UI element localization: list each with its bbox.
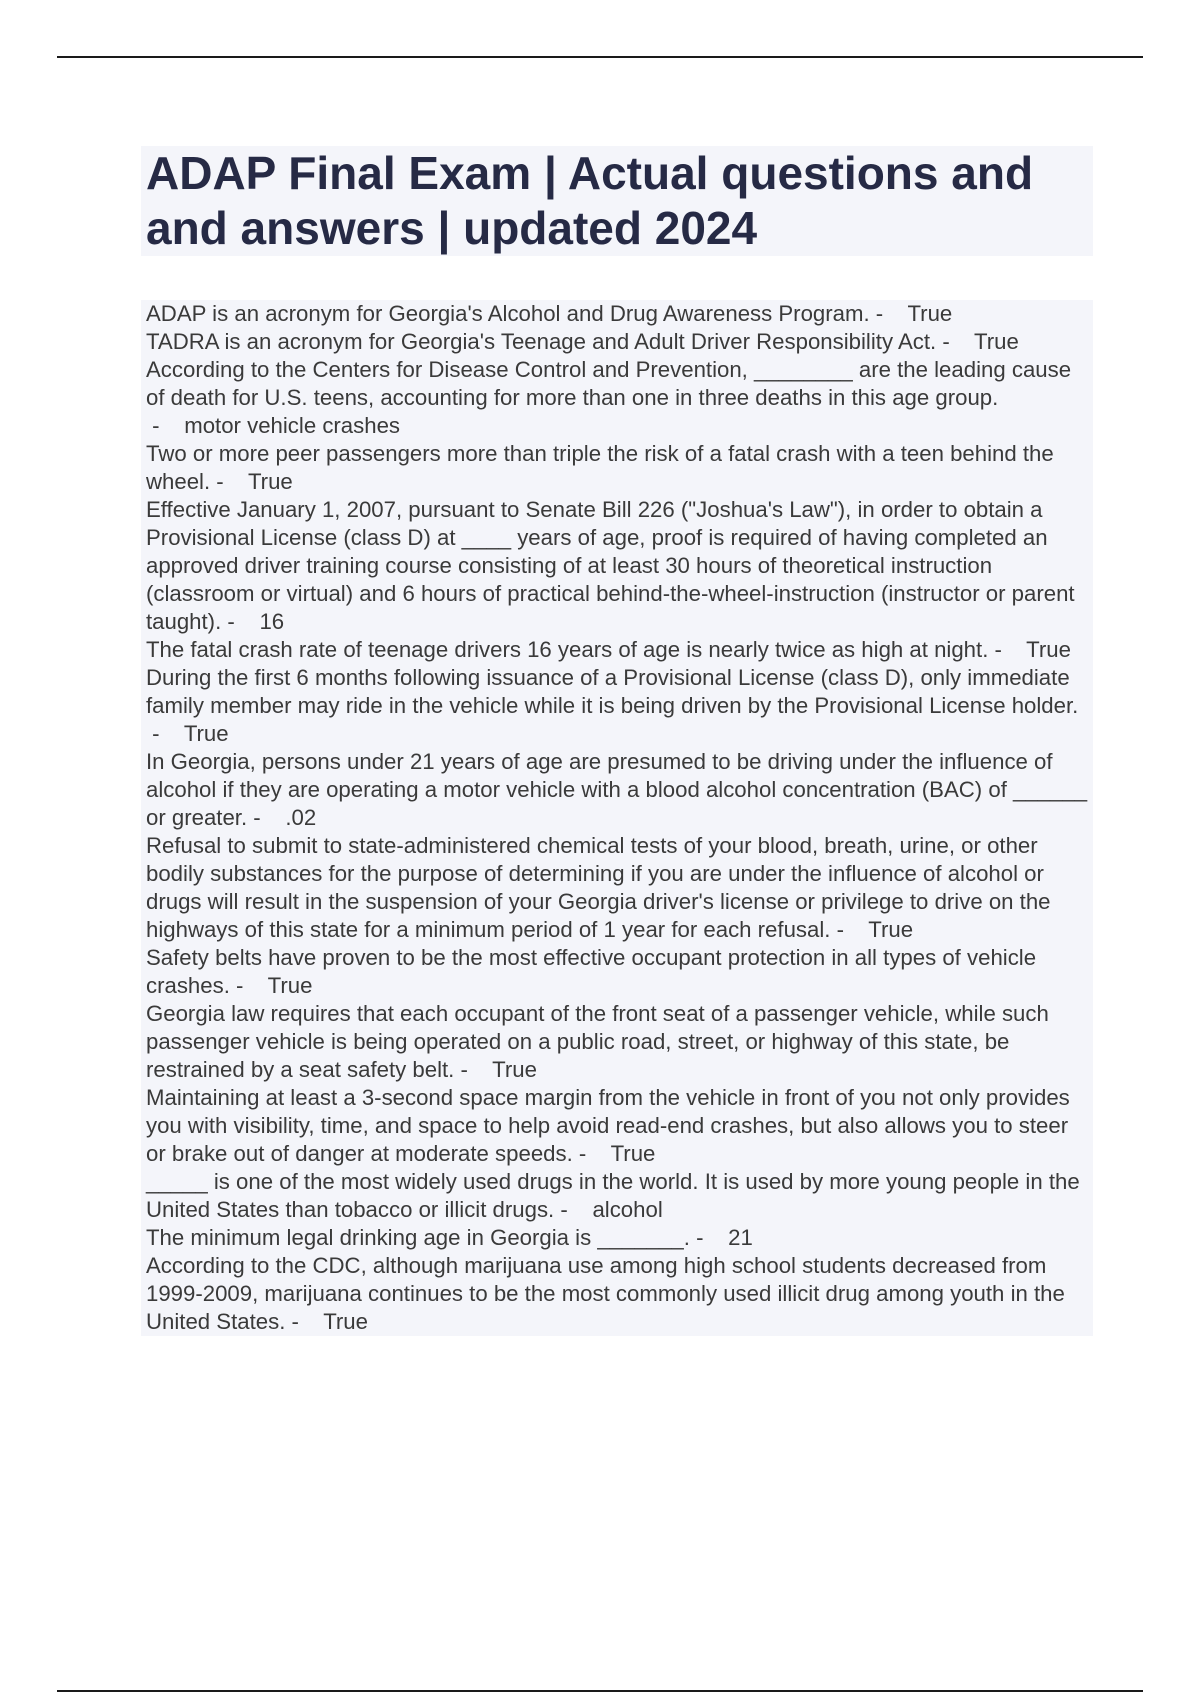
answer-separator: - xyxy=(454,1057,493,1082)
answer-text: 16 xyxy=(259,609,285,634)
question-text: ADAP is an acronym for Georgia's Alcohol and Drug Awareness Program. xyxy=(146,301,870,326)
question-text: The minimum legal drinking age in Georgia is _______. xyxy=(146,1225,690,1250)
answer-text: True xyxy=(907,301,953,326)
bottom-divider xyxy=(57,1690,1143,1692)
answer-text: True xyxy=(868,917,914,942)
answer-text: alcohol xyxy=(592,1197,663,1222)
question-item xyxy=(141,356,1093,440)
answer-separator: - xyxy=(689,1225,729,1250)
question-item xyxy=(141,636,1093,664)
answer-separator: - xyxy=(285,1309,324,1334)
question-item xyxy=(141,496,1093,636)
question-item xyxy=(141,1224,1093,1252)
answer-text: 21 xyxy=(728,1225,753,1250)
answer-separator: - xyxy=(146,413,185,438)
question-item xyxy=(141,748,1093,832)
question-text: In Georgia, persons under 21 years of age are presumed to be driving under the influence of alcohol if they are operating a motor vehicle with a blood alcohol concentration (BAC) of ______ or greater. xyxy=(146,749,1088,830)
answer-separator: - xyxy=(988,637,1027,662)
answer-text: True xyxy=(183,721,229,746)
question-text: Effective January 1, 2007, pursuant to Senate Bill 226 ("Joshua's Law"), in order to obtain a Provisional License (class D) at ____ years of age, proof is required of having completed an approved driver training course consisting of at least 30 hours of theoretical instruction (classroom or virtual) and 6 hours of practical behind-the-wheel-instruction (instructor or parent taught). xyxy=(146,497,1075,634)
question-list xyxy=(141,300,1093,1336)
question-text: Safety belts have proven to be the most effective occupant protection in all types of vehicle crashes. xyxy=(146,945,1037,998)
question-item xyxy=(141,664,1093,748)
question-item xyxy=(141,1168,1093,1224)
question-text: Maintaining at least a 3-second space margin from the vehicle in front of you not only provides you with visibility, time, and space to help avoid read-end crashes, but also allows you to steer or brake out of danger at moderate speeds. xyxy=(146,1085,1070,1166)
question-text: According to the CDC, although marijuana use among high school students decreased from 1999-2009, marijuana continues to be the most commonly used illicit drug among youth in the United States. xyxy=(146,1253,1065,1334)
answer-separator: - xyxy=(554,1197,593,1222)
question-item xyxy=(141,440,1093,496)
answer-text: True xyxy=(267,973,313,998)
answer-text: True xyxy=(610,1141,656,1166)
question-text: Two or more peer passengers more than triple the risk of a fatal crash with a teen behind the wheel. xyxy=(146,441,1054,494)
question-text: TADRA is an acronym for Georgia's Teenage and Adult Driver Responsibility Act. xyxy=(146,329,937,354)
question-text: During the first 6 months following issuance of a Provisional License (class D), only immediate family member may ride in the vehicle while it is being driven by the Provisional License holder. xyxy=(146,665,1079,718)
question-text: _____ is one of the most widely used drugs in the world. It is used by more young people in the United States than tobacco or illicit drugs. xyxy=(146,1169,1080,1222)
answer-separator: - xyxy=(146,721,184,746)
answer-text: True xyxy=(247,469,293,494)
answer-separator: - xyxy=(229,973,268,998)
answer-text: True xyxy=(974,329,1019,354)
answer-separator: - xyxy=(210,469,248,494)
title-block xyxy=(141,146,1093,256)
answer-text: .02 xyxy=(285,805,317,830)
page-title: ADAP Final Exam | Actual questions and and answers | updated 2024 xyxy=(146,147,1034,254)
question-item xyxy=(141,300,1093,328)
question-item xyxy=(141,1252,1093,1336)
question-item xyxy=(141,832,1093,944)
question-item xyxy=(141,944,1093,1000)
answer-separator: - xyxy=(247,805,286,830)
question-item xyxy=(141,1000,1093,1084)
question-text: Refusal to submit to state-administered chemical tests of your blood, breath, urine, or other bodily substances for the purpose of determining if you are under the influence of alcohol or drugs will result in the suspension of your Georgia driver's license or privilege to drive on the highways of this state for a minimum period of 1 year for each refusal. xyxy=(146,833,1051,942)
answer-separator: - xyxy=(936,329,975,354)
question-item xyxy=(141,1084,1093,1168)
question-item xyxy=(141,328,1093,356)
answer-separator: - xyxy=(572,1141,611,1166)
top-divider xyxy=(57,56,1143,58)
answer-text: True xyxy=(492,1057,537,1082)
answer-separator: - xyxy=(830,917,869,942)
answer-separator: - xyxy=(221,609,260,634)
answer-text: True xyxy=(323,1309,368,1334)
answer-text: motor vehicle crashes xyxy=(184,413,401,438)
question-text: Georgia law requires that each occupant of the front seat of a passenger vehicle, while such passenger vehicle is being operated on a public road, street, or highway of this state, be restrained by a seat safety belt. xyxy=(146,1001,1049,1082)
question-text: According to the Centers for Disease Control and Prevention, ________ are the leading cause of death for U.S. teens, accounting for more than one in three deaths in this age group. xyxy=(146,357,1072,410)
question-text: The fatal crash rate of teenage drivers 16 years of age is nearly twice as high at night. xyxy=(146,637,989,662)
answer-separator: - xyxy=(869,301,908,326)
answer-text: True xyxy=(1026,637,1071,662)
